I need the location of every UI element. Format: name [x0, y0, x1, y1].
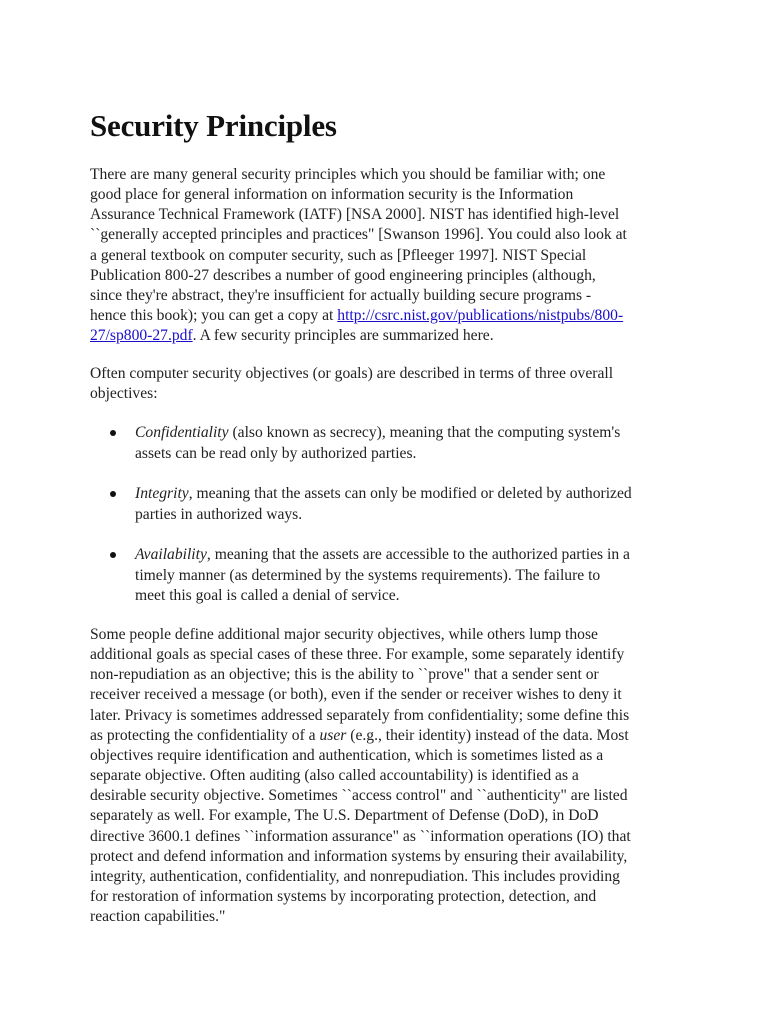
text-line [90, 286, 627, 306]
emphasis-text: Integrity [135, 485, 189, 502]
text-span: hence this book); you can get a copy at [90, 307, 338, 325]
emphasis-text: Confidentiality [135, 424, 229, 441]
text-line [90, 205, 627, 225]
text-line [135, 566, 630, 587]
text-span: timely manner (as determined by the systems requirements). The failure to [135, 566, 601, 584]
emphasis-text: Availability [135, 546, 207, 563]
bullet-icon [110, 491, 116, 497]
text-line [135, 505, 632, 526]
text-span: desirable security objective. Sometimes ``access control" and ``authenticity" are listed [90, 787, 628, 805]
text-span: . A few security principles are summarized here. [192, 327, 494, 345]
text-span: Some people define additional major security objectives, while others lump those [90, 626, 598, 643]
text-line [90, 766, 631, 786]
text-line [90, 887, 631, 907]
text-line [90, 306, 627, 326]
text-line [90, 625, 631, 645]
text-line [90, 266, 627, 286]
text-span: assets can be read only by authorized parties. [135, 444, 417, 462]
bullet-icon [110, 552, 116, 558]
text-span: parties in authorized ways. [135, 505, 303, 523]
text-span: a general textbook on computer security, such as [Pfleeger 1997]. NIST Special [90, 246, 587, 264]
text-line [90, 685, 631, 705]
text-line [90, 665, 631, 685]
text-line [90, 806, 631, 826]
page-title: Security Principles [90, 108, 337, 143]
text-span: Publication 800-27 describes a number of good engineering principles (although, [90, 266, 596, 284]
text-span: objectives require identification and authentication, which is sometimes listed as a [90, 746, 604, 764]
text-span: for restoration of information systems by incorporating protection, detection, and [90, 888, 597, 906]
list-item-text [135, 545, 630, 607]
text-line [90, 827, 631, 847]
text-span: There are many general security principles which you should be familiar with; one [90, 166, 606, 183]
text-span: reaction capabilities." [90, 908, 226, 926]
nist-pdf-link[interactable]: 27/sp800-27.pdf [90, 327, 193, 345]
text-line [90, 706, 631, 726]
text-line [135, 484, 632, 505]
text-line [90, 746, 631, 766]
objectives-intro-paragraph [90, 364, 613, 404]
text-span: since they're abstract, they're insufficient for actually building secure programs - [90, 286, 592, 304]
text-span: separately as well. For example, The U.S. Department of Defense (DoD), in DoD [90, 807, 599, 825]
text-span: ``generally accepted principles and practices" [Swanson 1996]. You could also look at [90, 226, 627, 244]
text-line [90, 867, 631, 887]
text-line [90, 225, 627, 245]
additional-objectives-paragraph [90, 625, 631, 927]
list-item-text [135, 484, 632, 525]
text-line [135, 423, 620, 444]
text-line [90, 326, 627, 346]
text-span: , meaning that the assets are accessible to the authorized parties in a [206, 546, 630, 563]
text-span: (also known as secrecy), meaning that the computing system's [228, 424, 621, 441]
text-span: additional goals as special cases of these three. For example, some separately identify [90, 646, 625, 664]
text-line [90, 847, 631, 867]
text-span: meet this goal is called a denial of service. [135, 587, 400, 604]
text-line [90, 384, 613, 404]
text-line [90, 645, 631, 665]
text-span: , meaning that the assets can only be modified or deleted by authorized [188, 485, 632, 502]
text-span: separate objective. Often auditing (also called accountability) is identified as a [90, 767, 579, 785]
text-span: non-repudiation as an objective; this is the ability to ``prove" that a sender sent or [90, 666, 599, 684]
emphasis-text: user [319, 726, 347, 744]
text-span: objectives: [90, 385, 158, 403]
bullet-icon [110, 430, 116, 436]
text-line [90, 364, 613, 384]
text-line [135, 545, 630, 566]
text-line [90, 786, 631, 806]
text-span: (e.g., their identity) instead of the data. Most [346, 726, 629, 744]
text-line [90, 165, 627, 185]
text-line [135, 586, 630, 607]
text-span: good place for general information on information security is the Information [90, 186, 574, 204]
text-line [90, 907, 631, 927]
text-span: Assurance Technical Framework (IATF) [NSA 2000]. NIST has identified high-level [90, 206, 620, 224]
nist-pdf-link[interactable]: http://csrc.nist.gov/publications/nistpubs/800- [337, 307, 624, 325]
text-line [90, 185, 627, 205]
text-span: Often computer security objectives (or goals) are described in terms of three overall [90, 365, 614, 382]
list-item-text [135, 423, 620, 464]
text-span: as protecting the confidentiality of a [90, 726, 320, 744]
text-span: later. Privacy is sometimes addressed separately from confidentiality; some define this [90, 706, 630, 724]
intro-paragraph [90, 165, 627, 346]
text-line [90, 726, 631, 746]
text-line [90, 246, 627, 266]
text-line [135, 444, 620, 465]
text-span: directive 3600.1 defines ``information assurance" as ``information operations (IO) that [90, 827, 631, 845]
text-span: protect and defend information and information systems by ensuring their availability, [90, 847, 628, 865]
text-span: integrity, authentication, confidentiality, and nonrepudiation. This includes providing [90, 867, 620, 885]
text-span: receiver received a message (or both), even if the sender or receiver wishes to deny it [90, 686, 622, 704]
